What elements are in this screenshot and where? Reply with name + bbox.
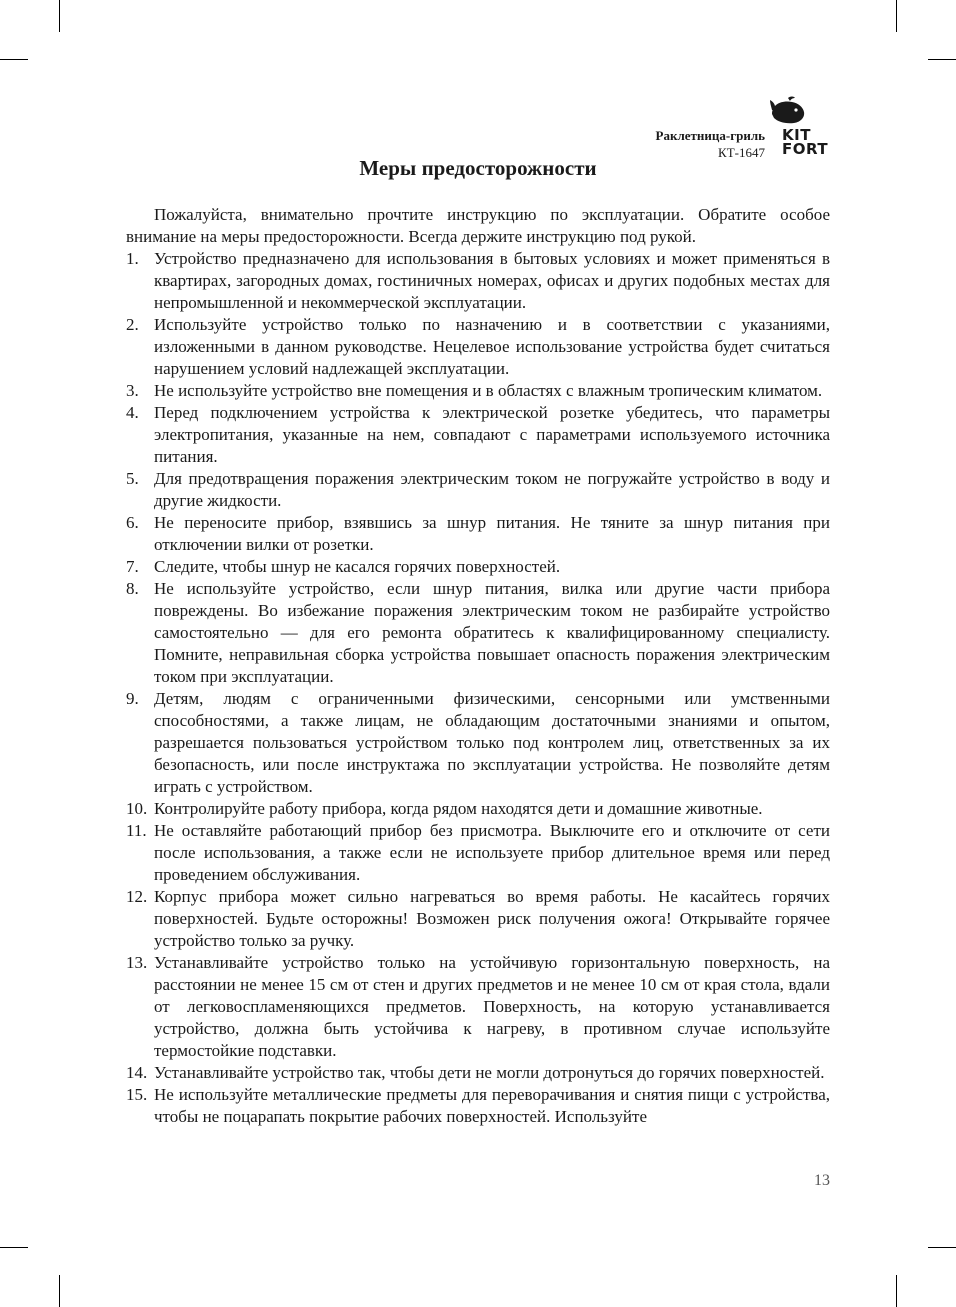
crop-mark <box>0 59 28 60</box>
list-item <box>126 314 830 380</box>
crop-mark <box>928 1247 956 1248</box>
list-item-text: Следите, чтобы шнур не касался горячих поверхностей. <box>154 557 561 576</box>
list-item-text: Перед подключением устройства к электрической розетке убедитесь, что параметры электропитания, указанные на нем, совпадают с параметрами используемого источника питания. <box>154 403 830 466</box>
product-name: Раклетница-гриль <box>655 128 765 143</box>
list-item-text: Корпус прибора может сильно нагреваться во время работы. Не касайтесь горячих поверхностей. Будьте осторожны! Возможен риск получения ожога! Открывайте горячее устройство только за ручку. <box>154 887 830 950</box>
list-item-number: 12. <box>126 887 148 906</box>
list-item <box>126 952 830 1062</box>
list-item-number: 11. <box>126 821 147 840</box>
crop-mark <box>0 1247 28 1248</box>
list-item <box>126 578 830 688</box>
list-item <box>126 688 830 798</box>
intro-paragraph: Пожалуйста, внимательно прочтите инструкцию по эксплуатации. Обратите особое внимание на меры предосторожности. Всегда держите инструкцию под рукой. <box>126 205 830 246</box>
list-item <box>126 1062 830 1084</box>
list-item-number: 10. <box>126 799 148 818</box>
list-item <box>126 1084 830 1128</box>
list-item <box>126 798 830 820</box>
page-title: Меры предосторожности <box>359 156 597 180</box>
list-item <box>126 468 830 512</box>
list-item-number: 6. <box>126 513 139 532</box>
list-item <box>126 512 830 556</box>
list-item-text: Не используйте устройство вне помещения и в областях с влажным тропическим климатом. <box>154 381 823 400</box>
list-item-text: Не используйте металлические предметы для переворачивания и снятия пищи с устройства, чтобы не поцарапать покрытие рабочих поверхностей. Используйте <box>154 1085 830 1126</box>
list-item-number: 13. <box>126 953 148 972</box>
list-item <box>126 886 830 952</box>
kitfort-logo <box>768 96 830 156</box>
list-item-number: 2. <box>126 315 139 334</box>
list-item-number: 9. <box>126 689 139 708</box>
list-item-text: Не оставляйте работающий прибор без присмотра. Выключите его и отключите от сети после использования, а также если не используете прибор длительное время или перед проведением обслуживания. <box>154 821 830 884</box>
list-item <box>126 380 830 402</box>
precautions-list <box>126 248 830 1128</box>
logo-line-1: KIT <box>782 126 811 144</box>
list-item-number: 8. <box>126 579 139 598</box>
crop-mark <box>928 59 956 60</box>
list-item-number: 4. <box>126 403 139 422</box>
list-item-text: Устанавливайте устройство только на устойчивую горизонтальную поверхность, на расстоянии не менее 15 см от стен и других предметов и не менее 10 см от края стола, вдали от легковоспламеняющихся предметов. Поверхность, на которую устанавливается устройство, должна быть устойчива к нагреву, в противном случае используйте термостойкие подставки. <box>154 953 830 1060</box>
list-item-text: Устройство предназначено для использования в бытовых условиях и может применяться в квартирах, загородных домах, гостиничных номерах, офисах и других подобных местах для непромышленной и некоммерческой эксплуатации. <box>154 249 830 312</box>
list-item-number: 1. <box>126 249 139 268</box>
page-number: 13 <box>814 1172 830 1189</box>
list-item-text: Не переносите прибор, взявшись за шнур питания. Не тяните за шнур питания при отключении вилки от розетки. <box>154 513 830 554</box>
list-item <box>126 556 830 578</box>
crop-mark <box>59 1275 60 1307</box>
list-item <box>126 248 830 314</box>
list-item-text: Устанавливайте устройство так, чтобы дети не могли дотронуться до горячих поверхностей. <box>154 1063 825 1082</box>
list-item-number: 3. <box>126 381 139 400</box>
model-number: КТ-1647 <box>718 145 765 160</box>
list-item-text: Не используйте устройство, если шнур питания, вилка или другие части прибора повреждены. Во избежание поражения электрическим током не разбирайте устройство самостоятельно — для его ремонта обратитесь к квалифицированному специалисту. Помните, неправильная сборка устройства повышает опасность поражения электрическим током при эксплуатации. <box>154 579 830 686</box>
list-item-text: Детям, людям с ограниченными физическими, сенсорными или умственными способностями, а также лицам, не обладающим достаточными знаниями и опытом, разрешается пользоваться устройством только под контролем лиц, ответственных за их безопасность, или после инструктажа по эксплуатации устройства. Не позволяйте детям играть с устройством. <box>154 689 830 796</box>
list-item-number: 14. <box>126 1063 148 1082</box>
crop-mark <box>59 0 60 32</box>
list-item-number: 5. <box>126 469 139 488</box>
crop-mark <box>896 1275 897 1307</box>
list-item <box>126 402 830 468</box>
list-item-text: Используйте устройство только по назначению и в соответствии с указаниями, изложенными в данном руководстве. Нецелевое использование устройства будет считаться нарушением условий надлежащей эксплуатации. <box>154 315 830 378</box>
list-item-number: 15. <box>126 1085 148 1104</box>
whale-icon <box>768 96 808 126</box>
list-item-text: Контролируйте работу прибора, когда рядом находятся дети и домашние животные. <box>154 799 763 818</box>
crop-mark <box>896 0 897 32</box>
list-item-text: Для предотвращения поражения электрическим током не погружайте устройство в воду и другие жидкости. <box>154 469 830 510</box>
document-body <box>126 204 830 1128</box>
list-item <box>126 820 830 886</box>
list-item-number: 7. <box>126 557 139 576</box>
logo-line-2: FORT <box>782 140 829 158</box>
